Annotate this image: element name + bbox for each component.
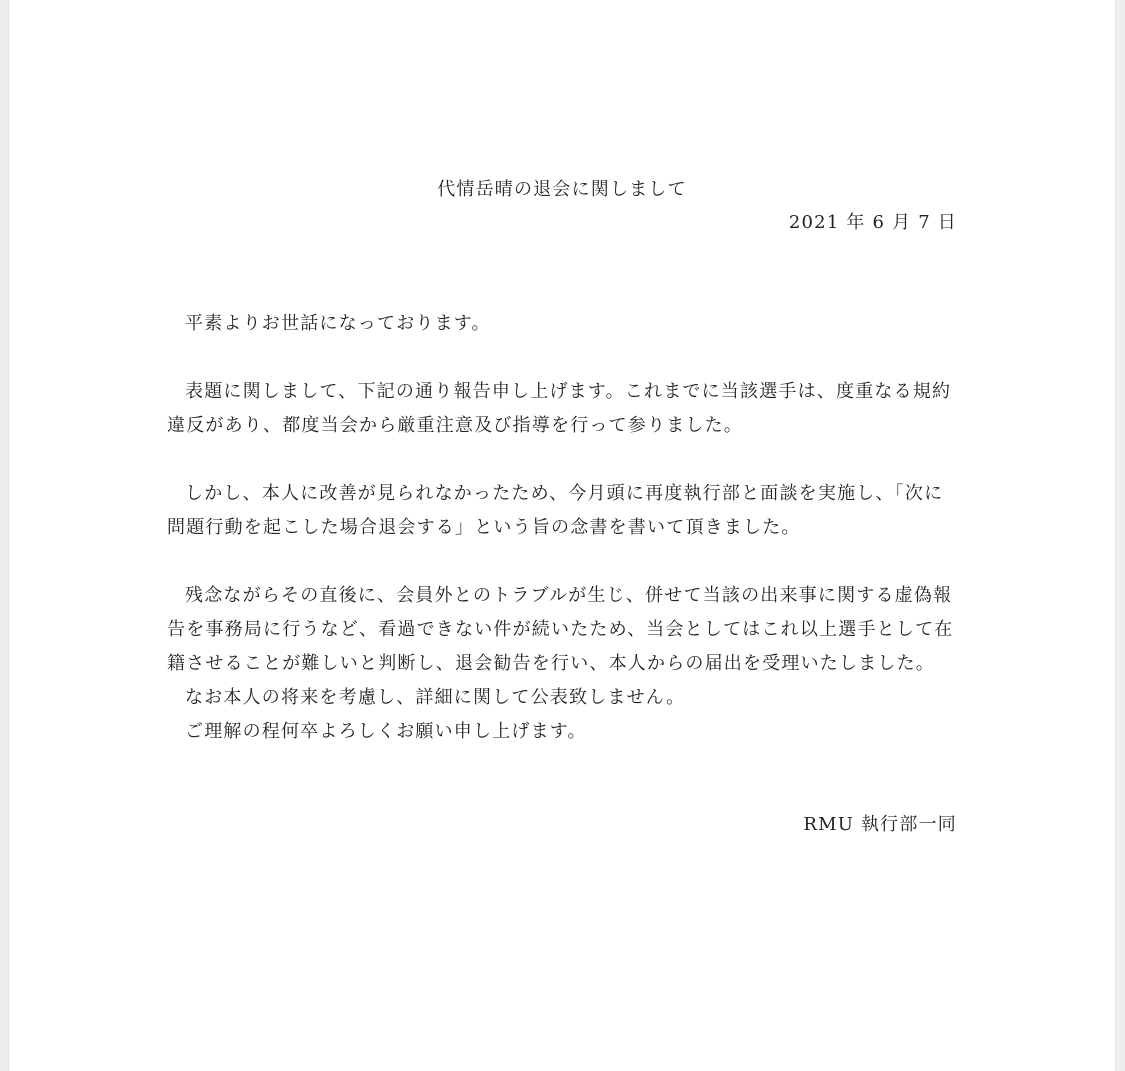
paragraph-line: 表題に関しまして、下記の通り報告申し上げます。これまでに当該選手は、度重なる規約 — [185, 381, 952, 402]
paragraph-decision — [167, 579, 967, 681]
paragraph-line: 残念ながらその直後に、会員外とのトラブルが生じ、併せて当該の出来事に関する虚偽報 — [185, 585, 953, 606]
paragraph-interview — [167, 477, 967, 545]
document-title: 代情岳晴の退会に関しまして — [437, 179, 687, 200]
paragraph-line: 平素よりお世話になっております。 — [185, 313, 491, 334]
paragraph-report — [167, 375, 967, 443]
paragraph-line: 問題行動を起こした場合退会する」という旨の念書を書いて頂きました。 — [167, 517, 801, 538]
document-signature: RMU 執行部一同 — [803, 814, 957, 835]
paragraph-line: 違反があり、都度当会から厳重注意及び指導を行って参りました。 — [167, 415, 743, 436]
paragraph-line: なお本人の将来を考慮し、詳細に関して公表致しません。 — [185, 687, 686, 708]
paragraph-greeting — [167, 307, 967, 341]
document-page — [9, 0, 1115, 1071]
paragraph-line: しかし、本人に改善が見られなかったため、今月頭に再度執行部と面談を実施し、「次に — [185, 483, 944, 504]
paragraph-line: ご理解の程何卒よろしくお願い申し上げます。 — [185, 721, 587, 742]
paragraph-line: 告を事務局に行うなど、看過できない件が続いたため、当会としてはこれ以上選手として在 — [167, 619, 954, 640]
paragraph-privacy — [167, 681, 967, 715]
paragraph-line: 籍させることが難しいと判断し、退会勧告を行い、本人からの届出を受理いたしました。 — [167, 653, 935, 674]
document-date: 2021 年 6 月 7 日 — [788, 212, 957, 233]
paragraph-closing — [167, 715, 967, 749]
document-body — [167, 307, 967, 749]
